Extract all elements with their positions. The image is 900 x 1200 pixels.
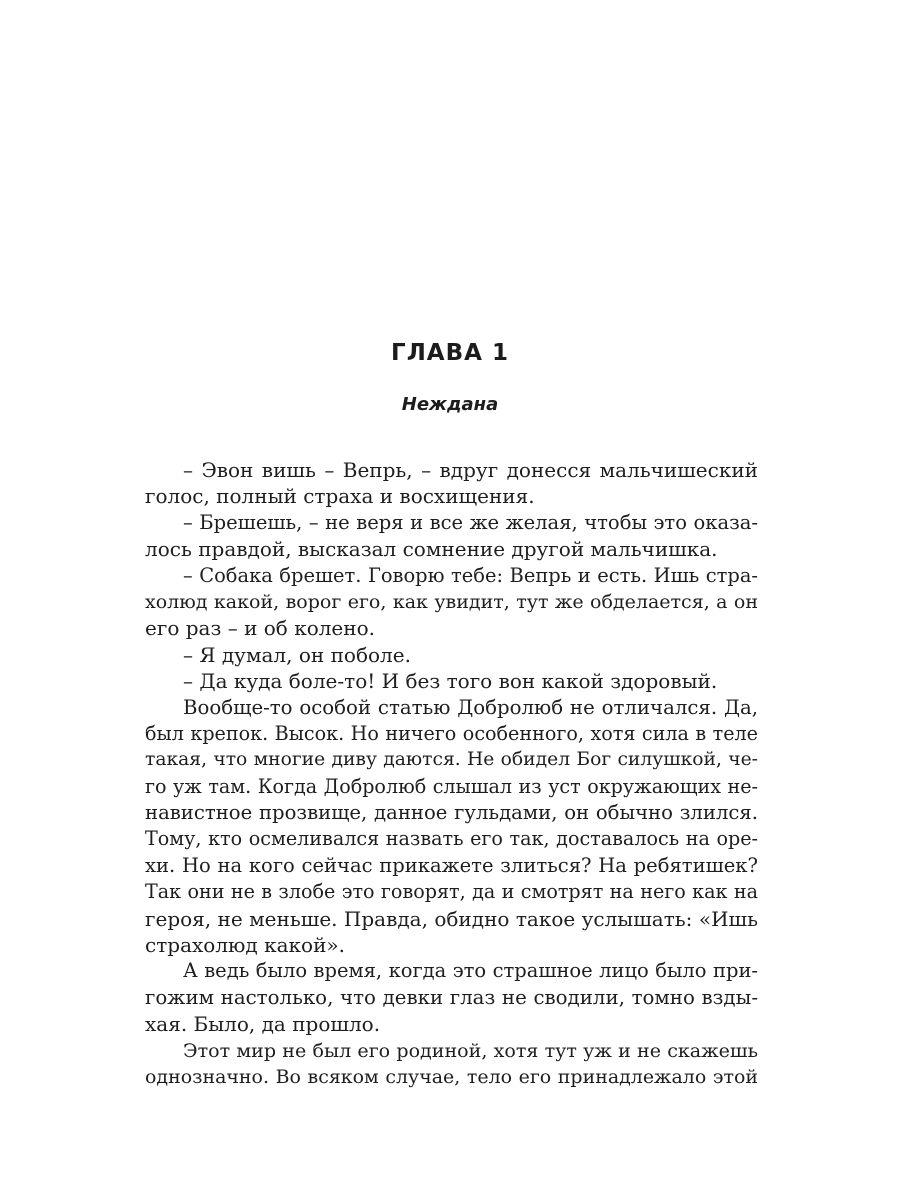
body-text-line: холюд какой, ворог его, как увидит, тут же обделается, а он (145, 590, 758, 613)
body-text-line: голос, полный страха и восхищения. (145, 484, 535, 509)
body-text-line: – Да куда боле-то! И без того вон какой здоровый. (183, 669, 718, 694)
body-text-line: героя, не меньше. Правда, обидно такое услышать: «Ишь (145, 906, 758, 931)
body-text-line: лось правдой, высказал сомнение другой мальчишка. (145, 537, 718, 562)
body-text-line: навистное прозвище, данное гульдами, он обычно злился. (145, 801, 758, 825)
body-text-line: хи. Но на кого сейчас прикажете злиться? На ребятишек? (145, 853, 758, 877)
body-text-line: Вообще-то особой статью Добролюб не отличался. Да, (183, 695, 758, 719)
chapter-subtitle: Неждана (401, 394, 499, 415)
body-text-line: Тому, кто осмеливался назвать его так, доставалось на оре- (145, 827, 758, 851)
body-text-line: Так они не в злобе это говорят, да и смотрят на него как на (145, 880, 758, 904)
body-text-line: страхолюд какой». (145, 933, 345, 958)
body-text-line: – Собака брешет. Говорю тебе: Вепрь и есть. Ишь стра- (183, 563, 758, 587)
body-text-line: гожим настолько, что девки глаз не сводили, томно взды- (145, 985, 758, 1009)
body-text-line: такая, что многие диву даются. Не обидел Бог силушкой, че- (145, 749, 758, 771)
chapter-body (145, 457, 758, 1090)
body-text-line: однозначно. Во всяком случае, тело его принадлежало этой (145, 1065, 758, 1088)
body-text-line: А ведь было время, когда это страшное лицо было при- (183, 959, 758, 983)
body-text-line: хая. Было, да прошло. (145, 1012, 381, 1037)
body-text-line: – Брешешь, – не веря и все же желая, чтобы это оказа- (183, 510, 758, 534)
chapter-title: ГЛАВА 1 (391, 340, 509, 366)
body-text-line: его раз – и об колено. (145, 616, 375, 641)
body-text-line: был крепок. Высок. Но ничего особенного, хотя сила в теле (145, 721, 758, 745)
body-text-line: Этот мир не был его родиной, хотя тут уж и не скажешь (183, 1039, 758, 1062)
body-text-line: – Эвон вишь – Вепрь, – вдруг донесся мальчишеский (183, 458, 758, 482)
body-text-line: – Я думал, он поболе. (183, 642, 411, 667)
body-text-line: го уж там. Когда Добролюб слышал из уст окружающих не- (145, 774, 758, 798)
